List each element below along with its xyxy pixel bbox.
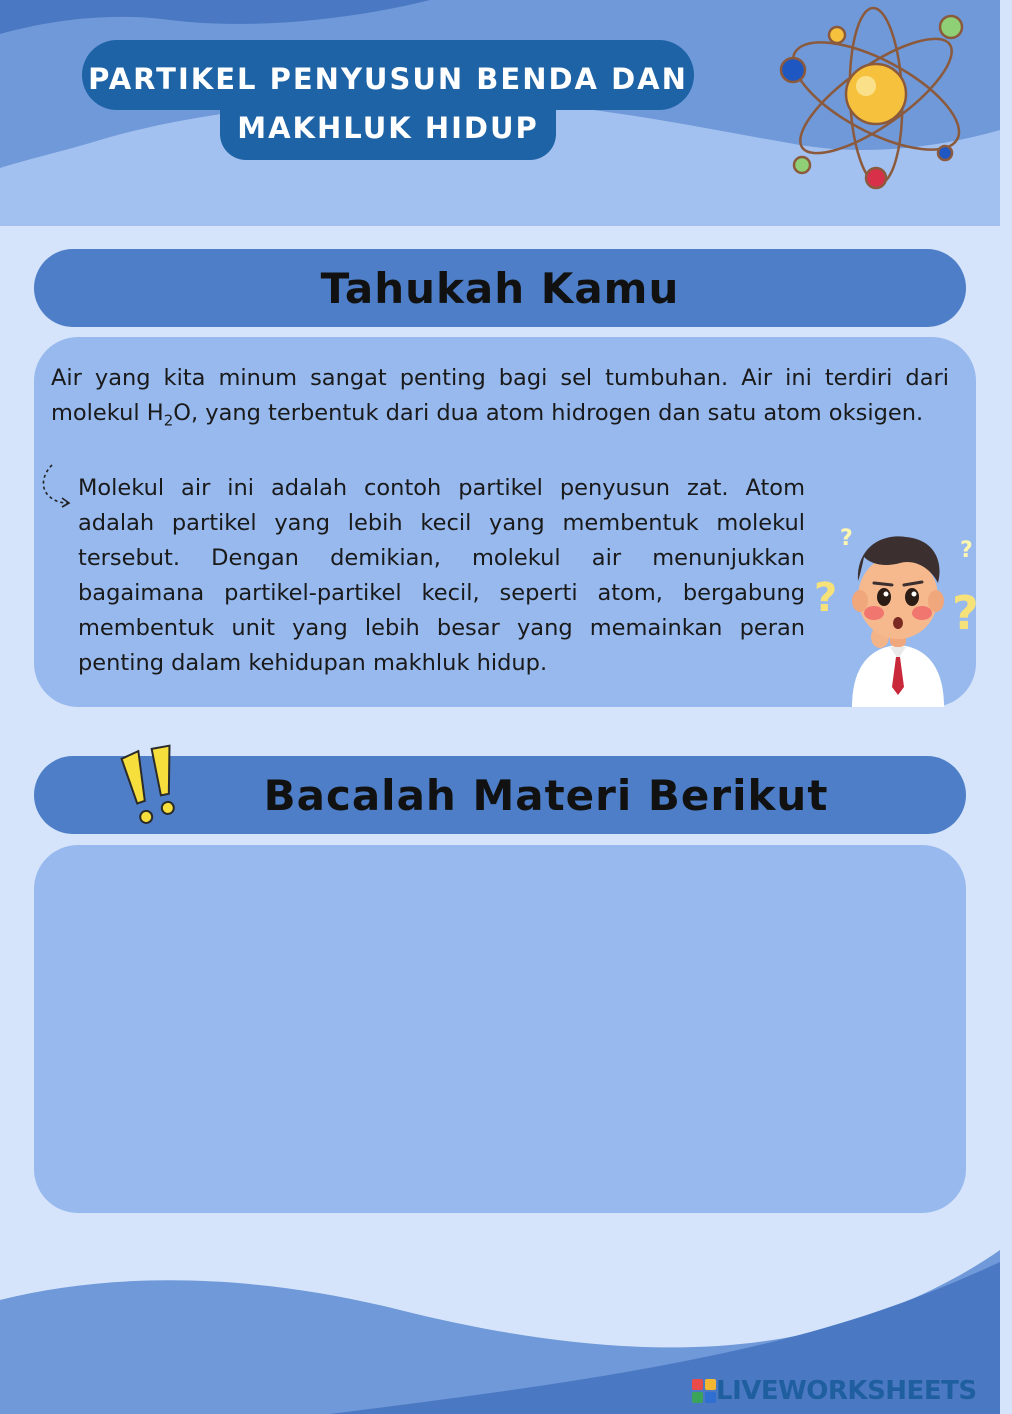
subscript-2: 2 [163,411,174,430]
section-heading: Bacalah Materi Berikut [263,771,829,820]
page-title-line2: MAKHLUK HIDUP [237,111,539,145]
section-heading: Tahukah Kamu [320,264,680,313]
thinking-boy-icon [810,519,979,707]
section-header-tahukah-kamu [34,249,966,327]
liveworksheets-mark-icon [692,1379,716,1403]
liveworksheets-logo [692,1376,992,1406]
svg-text:?: ? [814,575,838,621]
atom-icon [770,8,970,198]
intro-text-start: Air yang kita minum sangat penting bagi sel tumbuhan. Air ini terdiri dari molekul H [51,365,949,426]
page-title-banner [82,40,694,162]
page-title [82,55,694,153]
svg-text:?: ? [840,526,853,551]
logo-text: LIVEWORKSHEETS [716,1376,977,1406]
svg-text:?: ? [952,586,979,640]
dashed-curved-arrow-icon [38,461,78,517]
intro-text-end: O, yang terbentuk dari dua atom hidrogen dan satu atom oksigen. [173,400,924,426]
intro-paragraph [51,361,949,439]
double-exclamation-icon [108,742,190,834]
page-title-line1: PARTIKEL PENYUSUN BENDA DAN [88,62,688,96]
svg-text:?: ? [960,538,973,563]
content-panel [34,845,966,1213]
body-paragraph: Molekul air ini adalah contoh partikel penyusun zat. Atom adalah partikel yang lebih kecil yang membentuk molekul tersebut. Dengan demikian, molekul air menunjukkan bagaimana partikel-partikel kecil, seperti atom, bergabung membentuk unit yang lebih besar yang memainkan peran penting dalam kehidupan makhluk hidup. [78,475,805,676]
info-panel [34,337,979,707]
